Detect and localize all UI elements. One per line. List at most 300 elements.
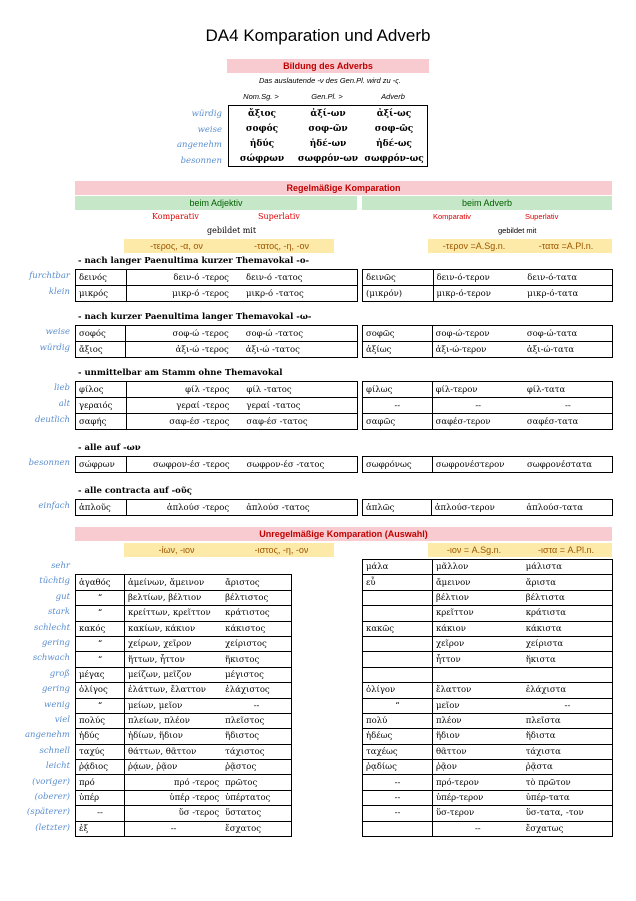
table-row <box>363 775 613 790</box>
adverb-table <box>362 325 613 358</box>
adjective-cell: ἀξι-ώ -τατος <box>232 342 358 358</box>
row-label: angenehm <box>24 730 70 741</box>
table-row <box>76 575 292 590</box>
adjective-cell: μικρ-ό -τερος <box>126 286 232 302</box>
table-row <box>76 790 292 805</box>
adjective-cell: κράτιστος <box>222 606 291 621</box>
table-row <box>76 500 358 516</box>
table-row <box>363 606 613 621</box>
bildung-row <box>229 121 427 136</box>
adjective-cell: πρό -τερος <box>125 775 223 790</box>
table-row <box>76 621 292 636</box>
row-label: (voriger) <box>32 776 70 787</box>
adverb-cell: μικρ-ό-τερον <box>433 286 524 302</box>
adverb-cell: ἔσχατως <box>523 821 613 836</box>
row-label: deutlich <box>34 415 70 425</box>
adjective-cell: σαφής <box>76 414 127 430</box>
row-label: einfach <box>38 501 70 511</box>
row-label: lieb <box>54 383 70 393</box>
bildung-cell: ἀξί-ων <box>310 108 346 119</box>
row-label: (oberer) <box>34 792 70 802</box>
adverb-cell <box>363 821 433 836</box>
regel-header: Regelmäßige Komparation <box>75 181 612 195</box>
adjective-cell: μείων, μεῖον <box>125 698 223 713</box>
adjective-cell: ῥᾷστος <box>222 760 291 775</box>
adverb-cell: ἀξι-ώ-τατα <box>524 342 613 358</box>
adjective-cell: ἀμείνων, ἄμεινον <box>125 575 223 590</box>
adverb-cell: ἀξίως <box>363 342 433 358</box>
adv-komparativ: Komparativ <box>433 212 471 221</box>
adjective-cell: σωφρον-έσ -τατος <box>233 457 358 473</box>
table-row <box>76 414 358 430</box>
adjective-cell: ὑπέρ <box>76 790 125 805</box>
adjective-table <box>75 456 358 473</box>
row-label: viel <box>54 715 70 725</box>
adjective-cell: -- <box>76 806 125 821</box>
adverb-cell <box>363 652 433 667</box>
row-label: schlecht <box>34 622 70 633</box>
adjective-cell: θάττων, θᾶττον <box>125 744 223 759</box>
adjective-cell: ἡδύς <box>76 729 125 744</box>
adverb-cell: (μικρόν) <box>363 286 434 302</box>
table-row <box>363 382 613 398</box>
adverb-cell: -- <box>363 775 433 790</box>
adverb-cell: τάχιστα <box>523 744 613 759</box>
adverb-cell: ἄμεινον <box>432 575 522 590</box>
adverb-cell: πολύ <box>363 713 433 728</box>
row-label: besonnen <box>28 458 70 468</box>
adverb-table <box>362 269 613 302</box>
adverb-cell <box>363 590 433 605</box>
table-row <box>76 326 358 342</box>
adjective-cell: ῥᾴδιος <box>76 760 125 775</box>
bildung-cell: ἡδέ-ων <box>309 138 347 149</box>
adverb-cell: ἄριστα <box>523 575 613 590</box>
adjective-cell: “ <box>76 606 125 621</box>
table-row <box>363 621 613 636</box>
table-row <box>363 326 613 342</box>
adjective-cell: σοφ-ώ -τατος <box>232 326 358 342</box>
row-label: leicht <box>45 761 70 772</box>
adjective-cell: σώφρων <box>76 457 127 473</box>
adj-komparativ: Komparativ <box>152 212 199 221</box>
adverb-cell: ῥᾷστα <box>523 760 613 775</box>
section-title: - alle auf -ων <box>78 443 141 453</box>
table-row <box>363 457 613 473</box>
adverb-table <box>362 456 613 473</box>
adverb-cell: κάκιον <box>432 621 522 636</box>
adverb-cell: πλέον <box>432 713 522 728</box>
table-row <box>76 821 292 836</box>
adverb-cell: κρεῖττον <box>432 606 522 621</box>
adverb-cell: σωφρόνως <box>363 457 433 473</box>
adjective-cell: δειν-ό -τερος <box>126 270 232 286</box>
adjective-cell: μείζων, μεῖζον <box>125 667 223 682</box>
col-adv: Adverb <box>381 92 405 101</box>
unregel-adv-suffix-k: -ιον = A.Sg.n. <box>428 543 520 557</box>
table-row <box>363 398 613 414</box>
adjective-cell: κακός <box>76 621 125 636</box>
adj-suffix-komparativ: -τερος, -α, ον <box>124 239 229 253</box>
bildung-row <box>229 151 427 166</box>
adjective-cell: βελτίων, βέλτιον <box>125 590 223 605</box>
adverb-cell: μᾶλλον <box>432 560 522 575</box>
adjective-table <box>75 269 358 302</box>
row-label: (letzter) <box>35 822 70 833</box>
section-title: - unmittelbar am Stamm ohne Themavokal <box>78 368 283 378</box>
table-row <box>363 270 613 286</box>
adv-suffix-superlativ: -τατα =A.Pl.n. <box>520 239 612 253</box>
row-label: groß <box>49 668 70 679</box>
adverb-cell <box>363 667 433 682</box>
adjective-cell: γεραί -τερος <box>127 398 233 414</box>
table-row <box>363 652 613 667</box>
adverb-cell: σοφ-ώ-τατα <box>524 326 613 342</box>
adjective-cell: τάχιστος <box>222 744 291 759</box>
table-row <box>76 590 292 605</box>
row-label: alt <box>58 399 70 409</box>
adjective-cell: μικρός <box>76 286 127 302</box>
adjective-cell: μέγας <box>76 667 125 682</box>
bildung-cell: σοφός <box>245 123 279 134</box>
adverb-cell: σωφρονέστερον <box>432 457 524 473</box>
bildung-cell: ἄξιος <box>247 108 277 119</box>
row-label: gering <box>41 638 70 648</box>
bildung-subtitle: Das auslautende -ν des Gen.Pl. wird zu -ς. <box>258 76 402 85</box>
table-row <box>76 729 292 744</box>
table-row <box>363 590 613 605</box>
adjective-cell: σοφός <box>76 326 126 342</box>
adjective-table <box>75 325 358 358</box>
adverb-cell: ἥδιον <box>432 729 522 744</box>
adverb-cell: -- <box>363 398 433 414</box>
adverb-cell: φίλ-τερον <box>432 382 524 398</box>
adverb-cell: ἧττον <box>432 652 522 667</box>
table-row <box>363 575 613 590</box>
adjective-cell: -- <box>125 821 223 836</box>
adverb-cell: ἐλάχιστα <box>523 683 613 698</box>
table-row <box>363 560 613 575</box>
adj-suffix-superlativ: -τατος, -η, -ον <box>229 239 334 253</box>
adverb-cell: ἥκιστα <box>523 652 613 667</box>
table-row <box>76 398 358 414</box>
adjective-cell: ἐξ <box>76 821 125 836</box>
adjective-cell: πρό <box>76 775 125 790</box>
adjective-cell: ἄξιος <box>76 342 126 358</box>
adjective-cell: σαφ-έσ -τατος <box>232 414 357 430</box>
adjective-cell: κρείττων, κρεῖττον <box>125 606 223 621</box>
adjective-cell: σωφρον-έσ -τερος <box>126 457 232 473</box>
adverb-cell: ὕσ-τατα, -τον <box>523 806 613 821</box>
adverb-cell: ἡδέως <box>363 729 433 744</box>
row-label: würdig <box>39 343 70 353</box>
bildung-cell: σοφ-ῶς <box>374 123 414 134</box>
adverb-cell: φίλως <box>363 382 433 398</box>
adverb-cell: πλεῖστα <box>523 713 613 728</box>
adverb-cell: δειν-ό-τατα <box>524 270 612 286</box>
table-row <box>76 606 292 621</box>
table-row <box>76 683 292 698</box>
adverb-cell: σαφέσ-τερον <box>432 414 524 430</box>
adjective-cell: ἀξι-ώ -τερος <box>126 342 232 358</box>
adjective-cell: χείριστος <box>222 636 291 651</box>
adjective-cell: φίλος <box>76 382 127 398</box>
adjective-cell: ἔσχατος <box>222 821 291 836</box>
adj-gebildet: gebildet mit <box>207 226 257 235</box>
table-row <box>363 744 613 759</box>
adjective-cell: ἄριστος <box>222 575 291 590</box>
adjective-cell: ἐλάχιστος <box>222 683 291 698</box>
adjective-cell: δειν-ό -τατος <box>232 270 358 286</box>
adjective-cell: “ <box>76 652 125 667</box>
col-nom: Nom.Sg. > <box>243 92 279 101</box>
unregel-adv-suffix-s: -ιστα = A.Pl.n. <box>520 543 612 557</box>
row-label: schwach <box>32 653 70 664</box>
bildung-table <box>228 105 428 167</box>
adjective-cell: ἥττων, ἧττον <box>125 652 223 667</box>
adverb-cell: ἥδιστα <box>523 729 613 744</box>
adverb-cell: πρό-τερον <box>432 775 522 790</box>
adverb-cell: ῥᾳδίως <box>363 760 433 775</box>
adverb-cell: ὀλίγον <box>363 683 433 698</box>
row-label: weise <box>45 327 70 337</box>
adverb-cell: τὸ πρῶτον <box>523 775 613 790</box>
table-row <box>76 806 292 821</box>
table-row <box>363 500 613 516</box>
adverb-cell: κάκιστα <box>523 621 613 636</box>
adverb-table <box>362 499 613 516</box>
adjective-cell: ἡδίων, ἥδιον <box>125 729 223 744</box>
table-row <box>76 636 292 651</box>
row-label: gering <box>41 684 70 695</box>
irregular-adverb-table <box>362 559 613 837</box>
bildung-row <box>229 106 427 121</box>
irregular-adjective-table <box>75 574 292 837</box>
adverb-cell <box>363 606 433 621</box>
adverb-cell: θᾶττον <box>432 744 522 759</box>
adjective-cell: γεραί -τατος <box>232 398 357 414</box>
row-label: furchtbar <box>29 271 70 281</box>
adverb-cell: μάλα <box>363 560 433 575</box>
adjective-cell: κακίων, κάκιον <box>125 621 223 636</box>
table-row <box>363 414 613 430</box>
adjective-cell: “ <box>76 698 125 713</box>
adverb-cell: σοφῶς <box>363 326 433 342</box>
row-label: gut <box>55 591 70 602</box>
table-row <box>76 652 292 667</box>
adverb-cell: ἁπλῶς <box>363 500 432 516</box>
bildung-cell: σωφρόν-ων <box>297 153 359 164</box>
bildung-label: angenehm <box>176 140 222 150</box>
adjective-cell: ὕσ -τερος <box>125 806 223 821</box>
adjective-cell: πλεῖστος <box>222 713 291 728</box>
table-row <box>76 667 292 682</box>
adj-superlativ: Superlativ <box>258 212 300 221</box>
adverb-cell: ἁπλούσ-τερον <box>431 500 523 516</box>
adjective-cell: χείρων, χεῖρον <box>125 636 223 651</box>
table-row <box>363 760 613 775</box>
bildung-cell: ἀξί-ως <box>376 108 412 119</box>
table-row <box>363 790 613 805</box>
table-row <box>363 683 613 698</box>
table-row <box>76 713 292 728</box>
row-label: (späterer) <box>26 807 70 818</box>
table-row <box>363 729 613 744</box>
row-label: schnell <box>39 745 70 756</box>
table-row <box>76 342 358 358</box>
adverb-cell: χεῖρον <box>432 636 522 651</box>
adjective-cell: ταχύς <box>76 744 125 759</box>
adjective-cell: ἁπλοῦς <box>76 500 127 516</box>
adj-header: beim Adjektiv <box>75 196 357 210</box>
adjective-cell: ἀγαθός <box>76 575 125 590</box>
adjective-cell: πολύς <box>76 713 125 728</box>
adverb-cell: δεινῶς <box>363 270 434 286</box>
adjective-cell: γεραιός <box>76 398 127 414</box>
adverb-cell: -- <box>432 398 524 414</box>
table-row <box>76 457 358 473</box>
table-row <box>76 760 292 775</box>
bildung-col-headers <box>228 92 428 101</box>
row-label: klein <box>48 287 70 297</box>
adverb-table <box>362 381 613 430</box>
adjective-cell: κάκιστος <box>222 621 291 636</box>
adjective-cell: μικρ-ό -τατος <box>232 286 358 302</box>
page-title: DA4 Komparation und Adverb <box>205 26 431 45</box>
adjective-cell: ἥκιστος <box>222 652 291 667</box>
adv-gebildet: gebildet mit <box>498 226 537 235</box>
adjective-table <box>75 381 358 430</box>
adverb-cell: ἀξι-ώ-τερον <box>432 342 524 358</box>
bildung-header: Bildung des Adverbs <box>227 59 429 73</box>
bildung-cell: ἡδέ-ως <box>376 138 412 149</box>
row-label: wenig <box>44 699 70 710</box>
adverb-cell: ἔλαττον <box>432 683 522 698</box>
adjective-cell: ὀλίγος <box>76 683 125 698</box>
adjective-cell: “ <box>76 590 125 605</box>
bildung-label: weise <box>197 124 222 135</box>
adjective-cell: σαφ-έσ -τερος <box>127 414 233 430</box>
adverb-cell: ὑπέρ-τερον <box>432 790 522 805</box>
section-title: - nach langer Paenultima kurzer Themavokal -ο- <box>78 256 310 266</box>
bildung-label: besonnen <box>180 155 222 166</box>
adverb-cell: μικρ-ό-τατα <box>524 286 612 302</box>
unregel-adj-suffix-s: -ιστος, -η, -ον <box>229 543 334 557</box>
bildung-label: würdig <box>191 109 222 119</box>
table-row <box>363 667 613 682</box>
table-row <box>76 775 292 790</box>
adjective-cell: ἁπλούσ -τερος <box>126 500 232 516</box>
adverb-cell: σαφέσ-τατα <box>524 414 613 430</box>
bildung-row <box>229 136 427 151</box>
adjective-cell: -- <box>222 698 291 713</box>
adv-superlativ: Superlativ <box>525 212 559 221</box>
adjective-cell: σοφ-ώ -τερος <box>126 326 232 342</box>
row-label: stark <box>47 607 70 618</box>
adverb-cell: -- <box>523 698 613 713</box>
adverb-cell: μάλιστα <box>523 560 613 575</box>
adverb-cell: -- <box>432 821 522 836</box>
section-title: - nach kurzer Paenultima langer Themavokal -ω- <box>78 312 312 322</box>
adverb-cell <box>363 636 433 651</box>
table-row <box>363 713 613 728</box>
adverb-cell: βέλτιστα <box>523 590 613 605</box>
table-row <box>363 698 613 713</box>
adverb-cell: κράτιστα <box>523 606 613 621</box>
adverb-cell: ταχέως <box>363 744 433 759</box>
adverb-cell: ἁπλούσ-τατα <box>523 500 612 516</box>
adverb-cell: μεῖον <box>432 698 522 713</box>
adverb-cell: ῥᾷον <box>432 760 522 775</box>
bildung-cell: ἡδύς <box>249 138 275 149</box>
section-title: - alle contracta auf -οῦς <box>78 486 192 496</box>
adjective-cell: ὑπέρτατος <box>222 790 291 805</box>
table-row <box>363 286 613 302</box>
adjective-cell: “ <box>76 636 125 651</box>
adverb-cell <box>523 667 613 682</box>
adverb-cell: κακῶς <box>363 621 433 636</box>
adverb-cell: εὖ <box>363 575 433 590</box>
bildung-cell: σοφ-ῶν <box>308 123 348 134</box>
adjective-cell: φίλ -τερος <box>127 382 233 398</box>
unregel-header: Unregelmäßige Komparation (Auswahl) <box>75 527 612 541</box>
table-row <box>76 382 358 398</box>
adjective-cell: πρῶτος <box>222 775 291 790</box>
table-row <box>76 270 358 286</box>
adjective-cell: φίλ -τατος <box>232 382 357 398</box>
adverb-cell <box>432 667 522 682</box>
adv-header: beim Adverb <box>362 196 612 210</box>
adverb-cell: σαφῶς <box>363 414 433 430</box>
adverb-cell: σωφρονέστατα <box>524 457 613 473</box>
col-gen: Gen.Pl. > <box>311 92 343 101</box>
adv-suffix-komparativ: -τερον =A.Sg.n. <box>428 239 520 253</box>
adverb-cell: ὕσ-τερον <box>432 806 522 821</box>
table-row <box>363 636 613 651</box>
table-row <box>76 698 292 713</box>
adverb-cell: δειν-ό-τερον <box>433 270 524 286</box>
adverb-cell: -- <box>524 398 613 414</box>
adjective-cell: ῥᾴων, ῥᾷον <box>125 760 223 775</box>
adverb-cell: -- <box>363 790 433 805</box>
table-row <box>363 806 613 821</box>
table-row <box>363 821 613 836</box>
adjective-cell: βέλτιστος <box>222 590 291 605</box>
table-row <box>76 286 358 302</box>
table-row <box>363 342 613 358</box>
adjective-cell: ὕστατος <box>222 806 291 821</box>
adverb-cell: χείριστα <box>523 636 613 651</box>
row-label: tüchtig <box>39 576 70 587</box>
bildung-cell: σωφρόν-ως <box>364 153 424 164</box>
adverb-cell: φίλ-τατα <box>524 382 613 398</box>
bildung-cell: σώφρων <box>239 153 285 164</box>
adjective-cell: ἥδιστος <box>222 729 291 744</box>
adjective-cell: δεινός <box>76 270 127 286</box>
adverb-cell: “ <box>363 698 433 713</box>
adjective-table <box>75 499 358 516</box>
adjective-cell: μέγιστος <box>222 667 291 682</box>
unregel-adj-suffix-k: -ίων, -ιον <box>124 543 229 557</box>
adverb-cell: -- <box>363 806 433 821</box>
adverb-cell: σοφ-ώ-τερον <box>432 326 524 342</box>
adjective-cell: πλείων, πλέον <box>125 713 223 728</box>
adverb-cell: βέλτιον <box>432 590 522 605</box>
table-row <box>76 744 292 759</box>
adjective-cell: ἐλάττων, ἔλαττον <box>125 683 223 698</box>
adverb-cell: ὑπέρ-τατα <box>523 790 613 805</box>
adjective-cell: ἁπλούσ -τατος <box>232 500 357 516</box>
